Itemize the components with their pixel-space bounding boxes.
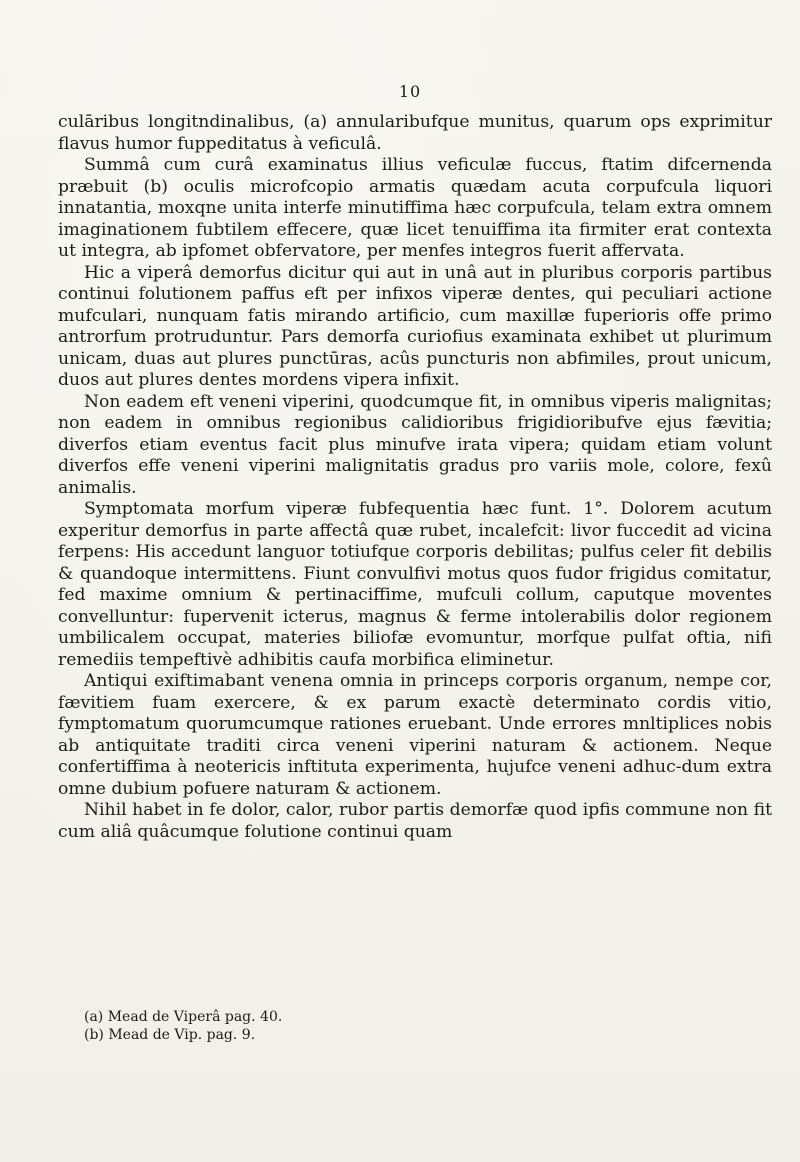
page-number: 10 [398,82,422,101]
footnote: (a) Mead de Viperâ pag. 40. [84,1009,283,1025]
paragraph: Nihil habet in fe dolor, calor, rubor partis demorfæ quod ipfis commune non fit cum aliâ quâcumque folutione continui quam [58,800,772,842]
paragraph: Antiqui exiftimabant venena omnia in princeps corporis organum, nempe cor, fævitiem fuam exercere, & ex parum exactè determinato cordis vitio, fymptomatum quorumcumque rationes eruebant. Unde errores mnltiplices nobis ab antiquitate traditi circa veneni viperini naturam & actionem. Neque confertiffima à neotericis inftituta experimenta, hujufce veneni adhuc-dum extra omne dubium pofuere naturam & actionem. [58,671,772,799]
footnote: (b) Mead de Vip. pag. 9. [84,1027,256,1043]
paragraph: Hic a viperâ demorfus dicitur qui aut in unâ aut in pluribus corporis partibus continui folutionem paffus eft per infixos viperæ dentes, qui peculiari actione mufculari, nunquam fatis mirando artificio, cum maxillæ fuperioris offe primo antrorfum protruduntur. Pars demorfa curiofius examinata exhibet ut plurimum unicam, duas aut plures punctūras, acûs puncturis non abfimiles, prout unicum, duos aut plures dentes mordens vipera infixit. [58,262,772,390]
footnotes [84,1008,684,1044]
body-text [58,112,772,843]
paragraph: Summâ cum curâ examinatus illius veficulæ fuccus, ftatim difcernenda præbuit (b) oculis microfcopio armatis quædam acuta corpufcula liquori innatantia, moxqne unita interfe minutiffima hæc corpufcula, telam extra omnem imaginationem fubtilem effecere, quæ licet tenuiffima ita firmiter erat contexta ut integra, ab ipfomet obfervatore, per menfes integros fuerit affervata. [58,155,772,261]
paragraph: Symptomata morfum viperæ fubfequentia hæc funt. 1°. Dolorem acutum experitur demorfus in parte affectâ quæ rubet, incalefcit: livor fuccedit ad vicina ferpens: His accedunt languor totiufque corporis debilitas; pulfus celer fit debilis & quandoque intermittens. Fiunt convulfivi motus quos fudor frigidus comitatur, fed maxime omnium & pertinaciffime, mufculi collum, caputque moventes convelluntur: fupervenit icterus, magnus & ferme intolerabilis dolor regionem umbilicalem occupat, materies biliofæ evomuntur, morfque pulfat oftia, nifi remediis tempeftivè adhibitis caufa morbifica eliminetur. [58,499,772,670]
paragraph: Non eadem eft veneni viperini, quodcumque fit, in omnibus viperis malignitas; non eadem in omnibus regionibus calidioribus frigidioribufve ejus fævitia; diverfos etiam eventus facit plus minufve irata vipera; quidam etiam volunt diverfos effe veneni viperini malignitatis gradus pro variis mole, colore, fexû animalis. [58,391,772,498]
paragraph: culāribus longitndinalibus, (a) annularibufque munitus, quarum ops exprimitur flavus humor fuppeditatus à veficulâ. [58,112,772,154]
